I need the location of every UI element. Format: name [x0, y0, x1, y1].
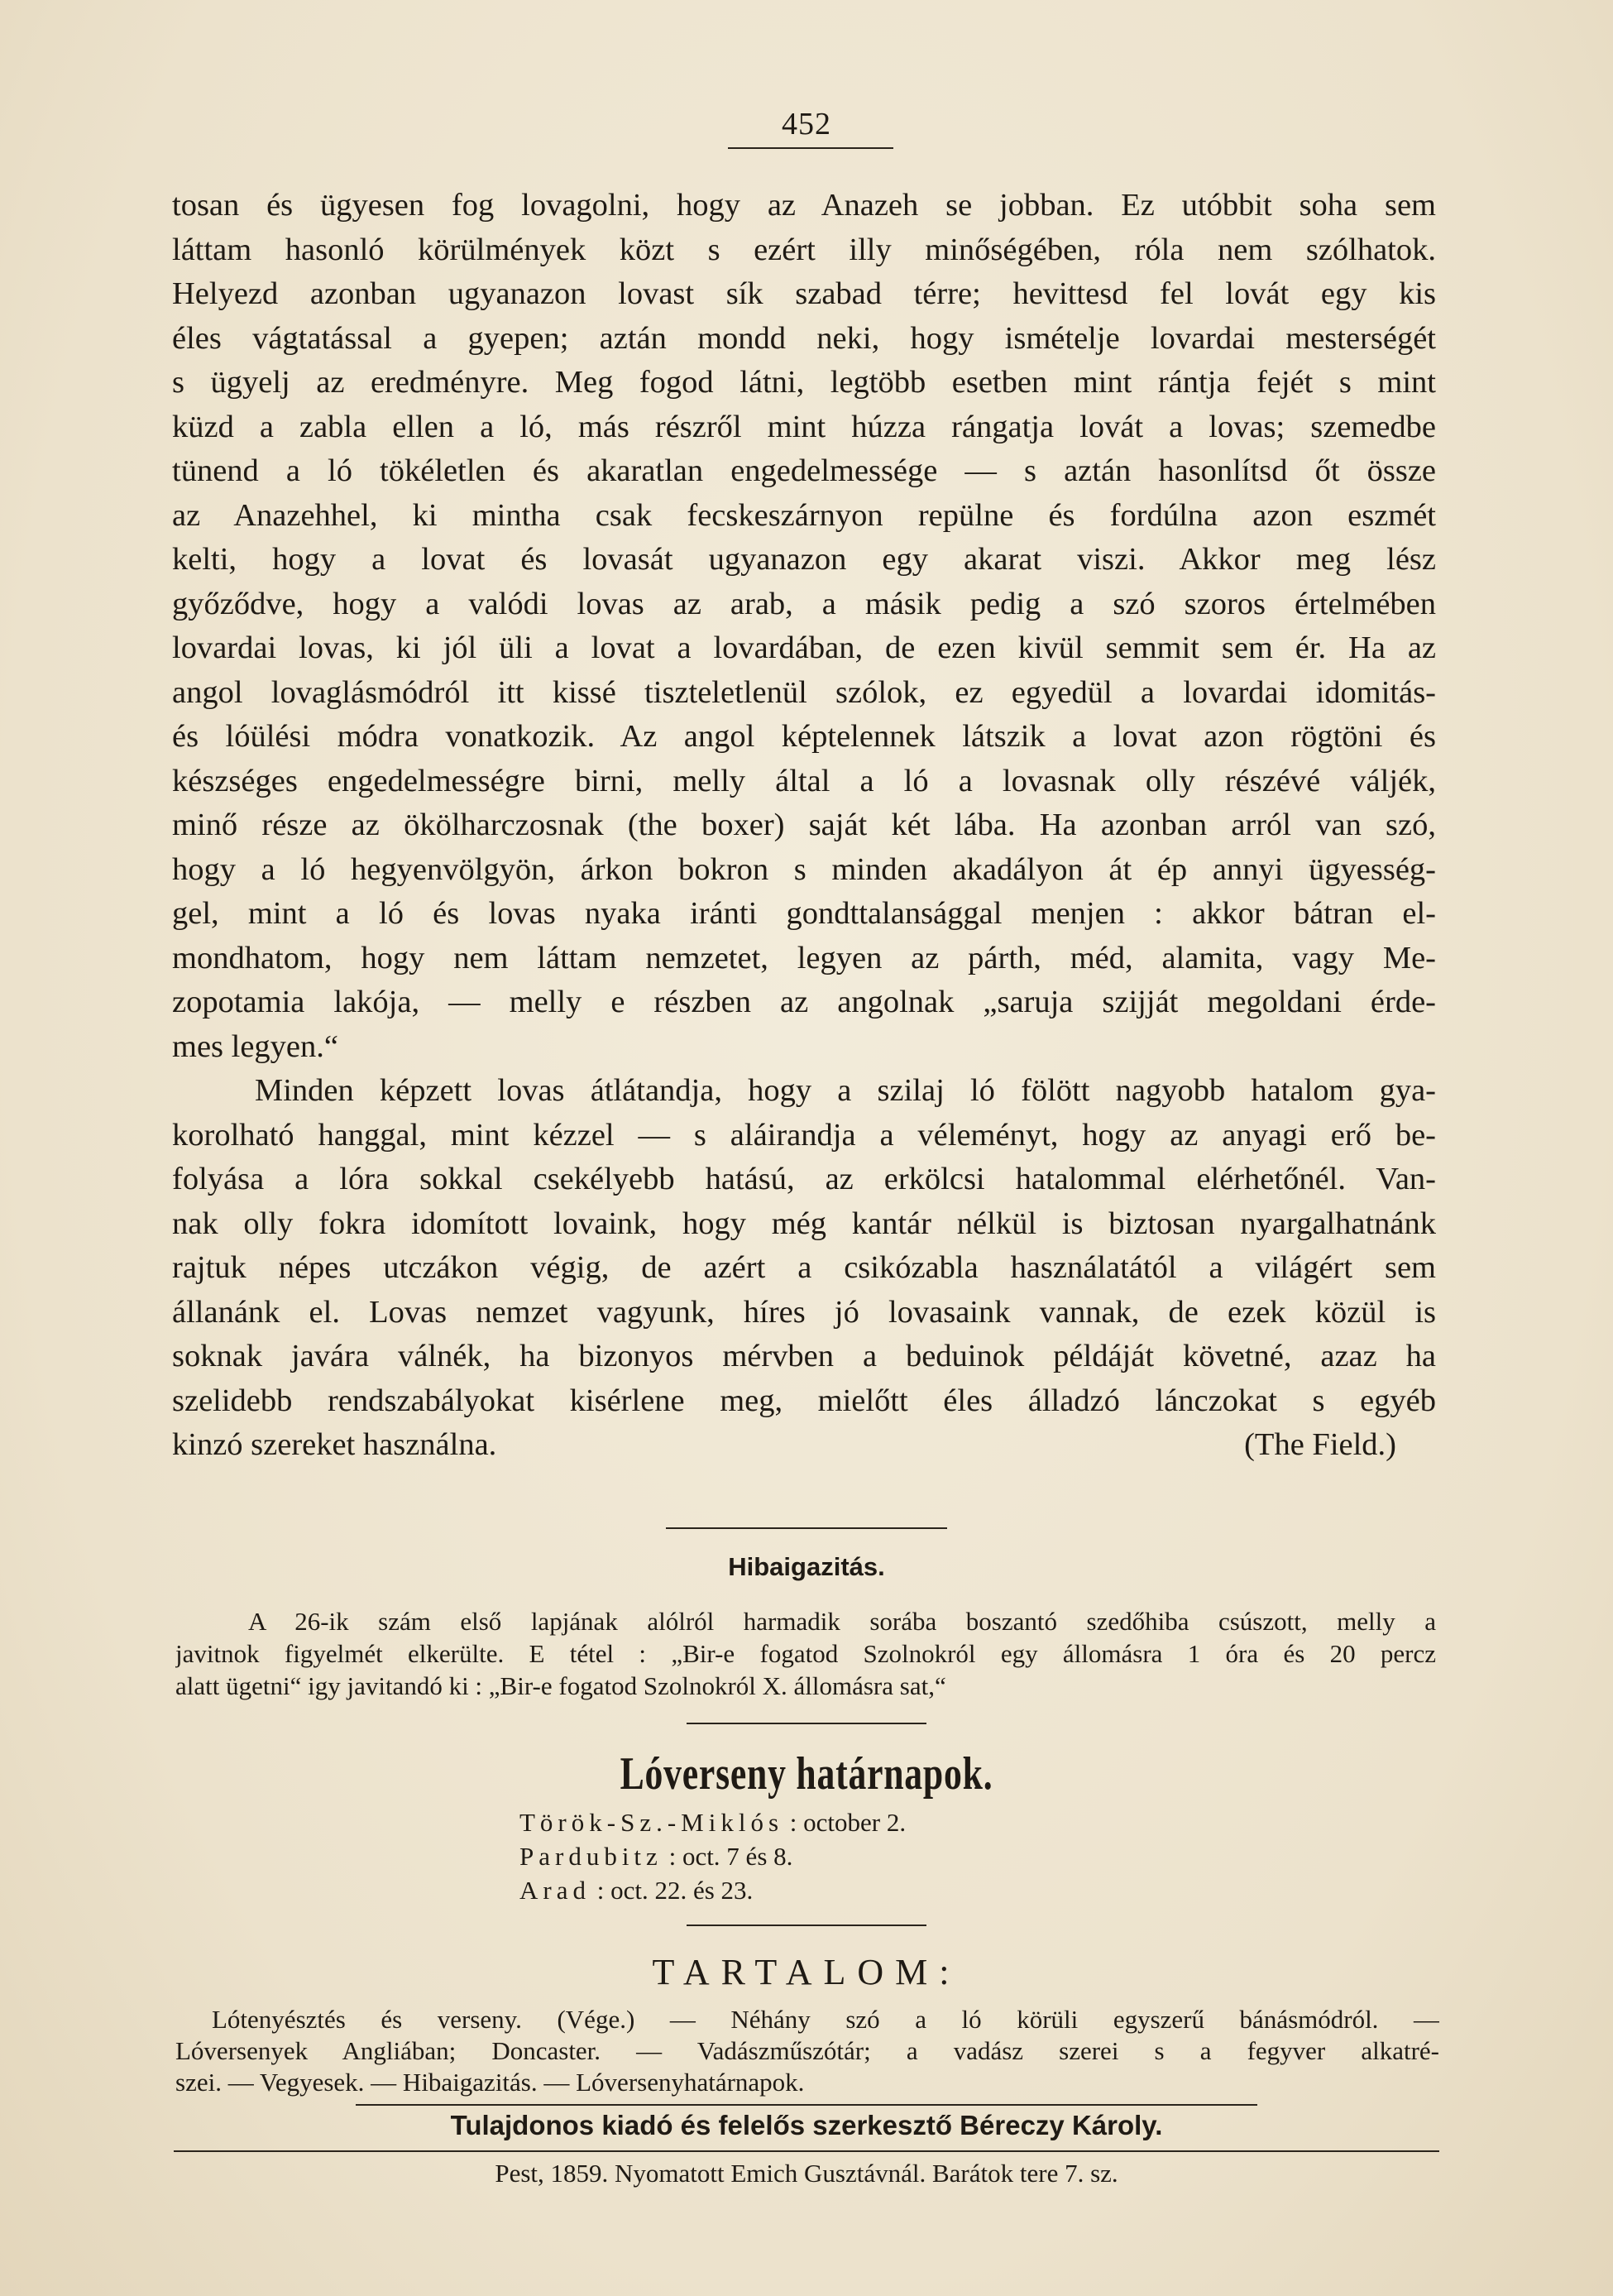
race-date-item: Török-Sz.-Miklós : october 2. — [519, 1808, 907, 1837]
body-line: tünend a ló tökéletlen és akaratlan engedelmessége — s aztán hasonlítsd őt össze — [172, 453, 1436, 488]
body-line: láttam hasonló körülmények közt s ezért illy minőségében, róla nem szólhatok. — [172, 232, 1436, 267]
race-date-item: Pardubitz : oct. 7 és 8. — [519, 1842, 793, 1871]
race-date: oct. 7 és 8. — [682, 1842, 793, 1871]
footer-rule — [174, 2150, 1439, 2152]
race-place: Pardubitz — [519, 1842, 663, 1871]
section-divider — [687, 1925, 926, 1926]
erratum-line: alatt ügetni“ igy javitandó ki : „Bir-e fogatod Szolnokról X. állomásra sat,“ — [175, 1671, 946, 1700]
race-dates-title: Lóverseny határnapok. — [620, 1748, 993, 1800]
erratum-text-continued — [175, 1637, 1436, 1702]
imprint-line: Pest, 1859. Nyomatott Emich Gusztávnál. Barátok tere 7. sz. — [495, 2159, 1118, 2188]
article-body — [172, 184, 1436, 1468]
body-line: állanánk el. Lovas nemzet vagyunk, híres jó lovasaink vannak, de ezek közül is — [172, 1294, 1436, 1330]
source-attribution: (The Field.) — [1244, 1427, 1396, 1462]
contents-line: Lóversenyek Angliában; Doncaster. — Vadászműszótár; a vadász szerei s a fegyver alkatré- — [175, 2036, 1439, 2065]
section-divider — [687, 1723, 926, 1724]
body-line: Helyezd azonban ugyanazon lovast sík szabad térre; hevittesd fel lovát egy kis — [172, 276, 1436, 311]
body-line: az Anazehhel, ki mintha csak fecskeszárnyon repülne és fordúlna azon eszmét — [172, 497, 1436, 533]
body-line: kelti, hogy a lovat és lovasát ugyanazon egy akarat viszi. Akkor meg lész — [172, 542, 1436, 577]
body-line: éles vágtatással a gyepen; aztán mondd neki, hogy ismételje lovardai mesterségét — [172, 320, 1436, 356]
erratum-line: javitnok figyelmét elkerülte. E tétel : „Bir-e fogatod Szolnokról egy állomásra 1 óra és 20 percz — [175, 1639, 1436, 1668]
closing-line — [172, 1423, 1436, 1468]
body-line: lovardai lovas, ki jól üli a lovat a lovardában, de ezen kivül semmit sem ér. Ha az — [172, 630, 1436, 665]
race-date-item: Arad : oct. 22. és 23. — [519, 1876, 754, 1905]
race-date: october 2. — [803, 1808, 907, 1837]
erratum-title: Hibaigazitás. — [728, 1552, 885, 1581]
contents-list — [175, 2004, 1439, 2098]
body-line: győződve, hogy a valódi lovas az arab, a másik pedig a szó szoros értelmében — [172, 586, 1436, 621]
body-line: soknak javára válnék, ha bizonyos mérvben a beduinok példáját követné, azaz ha — [172, 1339, 1436, 1373]
race-date: oct. 22. és 23. — [610, 1876, 754, 1905]
page-number-rule — [728, 147, 893, 149]
body-line: kinzó szereket használna. — [172, 1427, 497, 1462]
body-line: korolható hanggal, mint kézzel — s aláirandja a véleményt, hogy az anyagi erő be- — [172, 1117, 1436, 1153]
contents-line: szei. — Vegyesek. — Hibaigazitás. — Lóversenyhatárnapok. — [175, 2068, 805, 2097]
body-line: Minden képzett lovas átlátandja, hogy a szilaj ló fölött nagyobb hatalom gya- — [255, 1073, 1436, 1108]
body-line: gel, mint a ló és lovas nyaka iránti gondttalansággal menjen : akkor bátran el- — [172, 896, 1436, 931]
body-line: tosan és ügyesen fog lovagolni, hogy az Anazeh se jobban. Ez utóbbit soha sem — [172, 188, 1436, 223]
contents-line: Lótenyésztés és verseny. (Vége.) — Néhány szó a ló körüli egyszerű bánásmódról. — — [212, 2005, 1439, 2034]
body-line: folyása a lóra sokkal csekélyebb hatású, az erkölcsi hatalommal elérhetőnél. Van- — [172, 1162, 1436, 1196]
body-line: angol lovaglásmódról itt kissé tiszteletlenül szólok, ez egyedül a lovardai idomitás- — [172, 674, 1436, 710]
body-line: küzd a zabla ellen a ló, más részről mint húzza rángatja lovát a lovas; szemedbe — [172, 409, 1436, 444]
footer-rule — [356, 2104, 1257, 2106]
race-place: Török-Sz.-Miklós — [519, 1808, 784, 1837]
body-line: mondhatom, hogy nem láttam nemzetet, legyen az párth, méd, alamita, vagy Me- — [172, 940, 1436, 975]
body-line: nak olly fokra idomított lovaink, hogy még kantár nélkül is biztosan nyargalhatnánk — [172, 1206, 1436, 1241]
race-place: Arad — [519, 1876, 591, 1905]
body-line: és lóülési módra vonatkozik. Az angol képtelennek látszik a lovat azon rögtöni és — [172, 719, 1436, 754]
body-line: hogy a ló hegyenvölgyön, árkon bokron s minden akadályon át ép annyi ügyesség- — [172, 851, 1436, 887]
body-line: s ügyelj az eredményre. Meg fogod látni, legtöbb esetben mint rántja fejét s mint — [172, 365, 1436, 400]
body-line: mes legyen.“ — [172, 1028, 338, 1064]
body-line: készséges engedelmességre birni, melly által a ló a lovasnak olly részévé váljék, — [172, 763, 1436, 798]
race-dates-list — [519, 1805, 906, 1907]
erratum-text — [248, 1605, 1436, 1637]
page-number: 452 — [782, 107, 831, 141]
erratum-line: A 26-ik szám első lapjának alólról harmadik sorába boszantó szedőhiba csúszott, melly a — [248, 1607, 1436, 1636]
body-line: szelidebb rendszabályokat kisérlene meg, mielőtt éles álladzó lánczokat s egyéb — [172, 1383, 1436, 1418]
body-line: zopotamia lakója, — melly e részben az angolnak „saruja szijját megoldani érde- — [172, 985, 1436, 1019]
body-line: minő része az ökölharczosnak (the boxer) saját két lába. Ha azonban arról van szó, — [172, 808, 1436, 842]
publisher-line: Tulajdonos kiadó és felelős szerkesztő Béreczy Károly. — [450, 2110, 1163, 2140]
section-divider — [666, 1527, 947, 1529]
body-line: rajtuk népes utczákon végig, de azért a csikózabla használatától a világért sem — [172, 1250, 1436, 1285]
contents-title: TARTALOM: — [652, 1952, 961, 1992]
